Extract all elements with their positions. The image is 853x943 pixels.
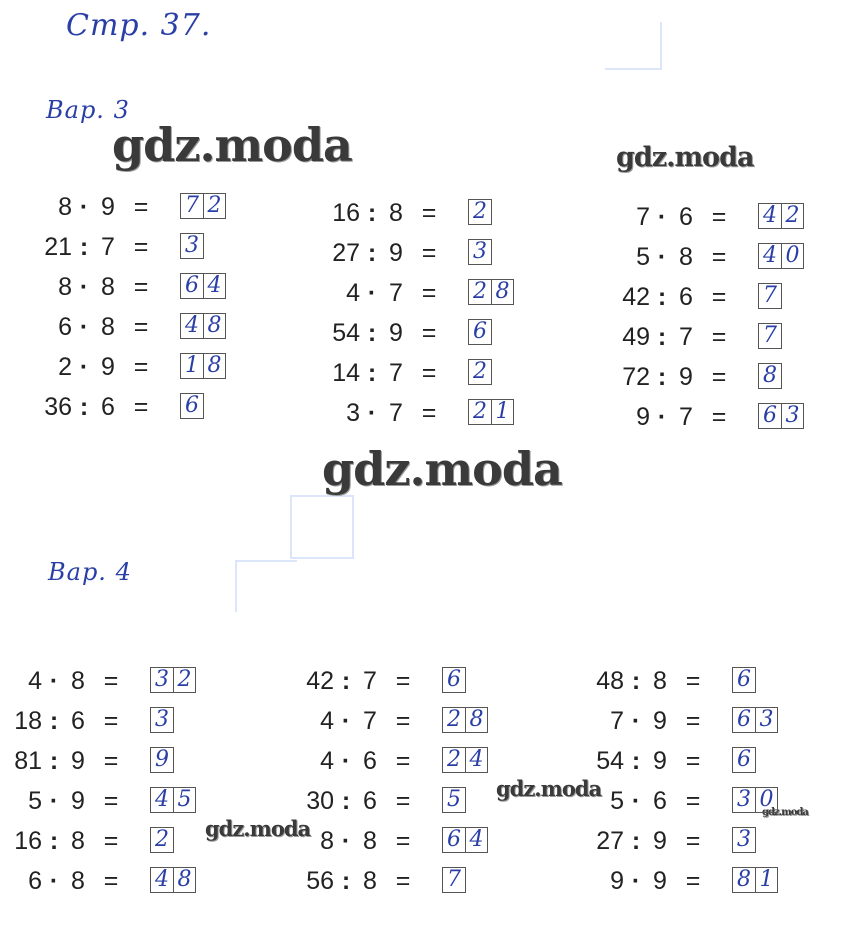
- variant-4-heading: Вар. 4: [48, 558, 132, 586]
- operand-a: 16: [332, 199, 360, 227]
- answer-box: [150, 707, 174, 733]
- answer-box: [150, 787, 196, 813]
- equals-sign: =: [685, 707, 701, 735]
- operator: :: [367, 239, 377, 267]
- answer-digit: 4: [155, 867, 169, 892]
- answer-digit: 6: [737, 667, 751, 692]
- answer-digit: 3: [755, 708, 777, 732]
- operator: ·: [341, 707, 351, 735]
- answer-box: [180, 393, 204, 419]
- answer-digit: 4: [763, 243, 777, 268]
- equals-sign: =: [685, 667, 701, 695]
- answer-digit: 7: [763, 283, 777, 308]
- answer-digit: 3: [781, 404, 803, 428]
- operand-b: 8: [101, 313, 115, 341]
- watermark: gdz.moda: [762, 807, 808, 818]
- operand-b: 8: [101, 273, 115, 301]
- operand-a: 14: [332, 359, 360, 387]
- answer-box: [442, 707, 488, 733]
- operand-a: 42: [622, 283, 650, 311]
- answer-box: [758, 403, 804, 429]
- operand-b: 6: [363, 787, 377, 815]
- equals-sign: =: [421, 359, 437, 387]
- operator: ·: [657, 403, 667, 431]
- operator: :: [49, 707, 59, 735]
- answer-digit: 4: [465, 748, 487, 772]
- operand-a: 81: [14, 747, 42, 775]
- answer-digit: 4: [185, 313, 199, 338]
- answer-box: [468, 399, 514, 425]
- operator: :: [631, 747, 641, 775]
- answer-digit: 8: [203, 354, 225, 378]
- operand-b: 9: [71, 747, 85, 775]
- answer-box: [442, 867, 466, 893]
- answer-digit: 2: [173, 668, 195, 692]
- equals-sign: =: [103, 827, 119, 855]
- answer-digit: 6: [447, 667, 461, 692]
- operand-b: 8: [363, 827, 377, 855]
- operator: ·: [367, 279, 377, 307]
- answer-digit: 3: [737, 787, 751, 812]
- operand-b: 8: [389, 199, 403, 227]
- operand-a: 4: [28, 667, 42, 695]
- operand-a: 27: [596, 827, 624, 855]
- operand-a: 8: [58, 273, 72, 301]
- equals-sign: =: [711, 323, 727, 351]
- equals-sign: =: [711, 363, 727, 391]
- answer-box: [442, 787, 466, 813]
- operator: ·: [657, 203, 667, 231]
- answer-digit: 1: [755, 868, 777, 892]
- operand-b: 9: [653, 867, 667, 895]
- answer-digit: 7: [763, 323, 777, 348]
- operand-a: 27: [332, 239, 360, 267]
- operand-b: 9: [101, 353, 115, 381]
- background-grid-fragment: [290, 495, 354, 559]
- operand-b: 9: [653, 707, 667, 735]
- operand-a: 9: [636, 403, 650, 431]
- equals-sign: =: [395, 667, 411, 695]
- operator: :: [657, 363, 667, 391]
- equals-sign: =: [685, 747, 701, 775]
- operator: :: [341, 867, 351, 895]
- operand-a: 4: [320, 707, 334, 735]
- operand-b: 7: [389, 359, 403, 387]
- answer-box: [758, 203, 804, 229]
- answer-digit: 6: [447, 827, 461, 852]
- operator: ·: [49, 787, 59, 815]
- background-grid-fragment: [605, 22, 662, 70]
- equals-sign: =: [395, 787, 411, 815]
- answer-digit: 0: [755, 788, 777, 812]
- equals-sign: =: [103, 667, 119, 695]
- equals-sign: =: [103, 707, 119, 735]
- answer-digit: 3: [155, 667, 169, 692]
- answer-box: [442, 827, 488, 853]
- equals-sign: =: [395, 827, 411, 855]
- operator: :: [657, 323, 667, 351]
- answer-digit: 3: [473, 239, 487, 264]
- operand-b: 6: [653, 787, 667, 815]
- operator: :: [49, 827, 59, 855]
- answer-digit: 4: [203, 274, 225, 298]
- operator: :: [341, 667, 351, 695]
- operand-b: 7: [679, 403, 693, 431]
- answer-digit: 4: [465, 828, 487, 852]
- operand-b: 9: [389, 239, 403, 267]
- answer-digit: 1: [185, 353, 199, 378]
- answer-box: [150, 747, 174, 773]
- equals-sign: =: [711, 403, 727, 431]
- equals-sign: =: [103, 787, 119, 815]
- answer-box: [442, 747, 488, 773]
- operand-a: 48: [596, 667, 624, 695]
- operand-b: 9: [101, 193, 115, 221]
- answer-box: [732, 747, 756, 773]
- answer-box: [442, 667, 466, 693]
- operand-a: 6: [28, 867, 42, 895]
- answer-digit: 8: [491, 280, 513, 304]
- watermark: gdz.moda: [322, 442, 562, 496]
- watermark: gdz.moda: [205, 816, 311, 841]
- equals-sign: =: [711, 243, 727, 271]
- operand-a: 3: [346, 399, 360, 427]
- operator: :: [49, 747, 59, 775]
- answer-digit: 0: [781, 244, 803, 268]
- operator: ·: [631, 707, 641, 735]
- answer-digit: 3: [185, 233, 199, 258]
- answer-digit: 6: [737, 707, 751, 732]
- page-heading: Стр. 37.: [66, 8, 212, 43]
- answer-digit: 8: [737, 867, 751, 892]
- operator: ·: [79, 273, 89, 301]
- operand-b: 6: [71, 707, 85, 735]
- operator: ·: [631, 787, 641, 815]
- operand-b: 8: [653, 667, 667, 695]
- operand-a: 5: [610, 787, 624, 815]
- answer-box: [468, 319, 492, 345]
- operand-b: 8: [71, 867, 85, 895]
- answer-box: [468, 199, 492, 225]
- operand-b: 7: [389, 399, 403, 427]
- operator: :: [631, 667, 641, 695]
- answer-box: [468, 279, 514, 305]
- operand-a: 7: [610, 707, 624, 735]
- background-grid-fragment: [235, 560, 297, 612]
- answer-digit: 7: [185, 193, 199, 218]
- answer-digit: 2: [473, 279, 487, 304]
- answer-box: [180, 273, 226, 299]
- watermark: gdz.moda: [496, 776, 602, 801]
- answer-box: [150, 867, 196, 893]
- operand-b: 7: [389, 279, 403, 307]
- answer-digit: 2: [447, 747, 461, 772]
- equals-sign: =: [103, 867, 119, 895]
- equals-sign: =: [421, 399, 437, 427]
- operand-a: 56: [306, 867, 334, 895]
- equals-sign: =: [395, 867, 411, 895]
- operand-a: 54: [332, 319, 360, 347]
- answer-digit: 3: [155, 707, 169, 732]
- answer-box: [468, 359, 492, 385]
- operand-b: 8: [71, 827, 85, 855]
- operand-a: 9: [610, 867, 624, 895]
- answer-box: [150, 667, 196, 693]
- answer-digit: 6: [185, 273, 199, 298]
- answer-digit: 1: [491, 400, 513, 424]
- equals-sign: =: [421, 319, 437, 347]
- answer-digit: 4: [155, 787, 169, 812]
- answer-digit: 3: [737, 827, 751, 852]
- answer-digit: 8: [465, 708, 487, 732]
- equals-sign: =: [133, 353, 149, 381]
- answer-digit: 7: [447, 867, 461, 892]
- operator: ·: [341, 747, 351, 775]
- operand-a: 49: [622, 323, 650, 351]
- operand-a: 42: [306, 667, 334, 695]
- answer-digit: 6: [185, 393, 199, 418]
- answer-box: [732, 867, 778, 893]
- operand-a: 36: [44, 393, 72, 421]
- answer-digit: 2: [473, 199, 487, 224]
- operator: ·: [367, 399, 377, 427]
- equals-sign: =: [133, 273, 149, 301]
- equals-sign: =: [395, 747, 411, 775]
- operand-b: 9: [653, 747, 667, 775]
- operand-b: 6: [363, 747, 377, 775]
- operand-a: 8: [320, 827, 334, 855]
- answer-box: [758, 323, 782, 349]
- answer-digit: 8: [763, 363, 777, 388]
- equals-sign: =: [421, 279, 437, 307]
- operator: :: [79, 393, 89, 421]
- operator: ·: [631, 867, 641, 895]
- answer-digit: 8: [173, 868, 195, 892]
- answer-digit: 8: [203, 314, 225, 338]
- answer-box: [180, 353, 226, 379]
- answer-digit: 2: [447, 707, 461, 732]
- operator: :: [367, 199, 377, 227]
- variant-3-heading: Вар. 3: [46, 96, 130, 124]
- answer-box: [732, 667, 756, 693]
- operand-b: 8: [71, 667, 85, 695]
- operator: :: [367, 359, 377, 387]
- operand-a: 5: [28, 787, 42, 815]
- operator: ·: [657, 243, 667, 271]
- operand-b: 9: [653, 827, 667, 855]
- answer-box: [180, 313, 226, 339]
- operand-a: 4: [346, 279, 360, 307]
- answer-box: [758, 363, 782, 389]
- answer-box: [732, 787, 778, 813]
- equals-sign: =: [711, 283, 727, 311]
- operand-b: 6: [101, 393, 115, 421]
- watermark: gdz.moda: [112, 118, 352, 172]
- equals-sign: =: [685, 867, 701, 895]
- equals-sign: =: [685, 827, 701, 855]
- answer-box: [468, 239, 492, 265]
- answer-digit: 6: [763, 403, 777, 428]
- equals-sign: =: [685, 787, 701, 815]
- answer-digit: 9: [155, 747, 169, 772]
- operator: ·: [79, 193, 89, 221]
- operand-b: 9: [71, 787, 85, 815]
- operand-a: 4: [320, 747, 334, 775]
- operand-b: 7: [679, 323, 693, 351]
- operand-a: 5: [636, 243, 650, 271]
- operand-b: 7: [363, 667, 377, 695]
- operator: ·: [79, 353, 89, 381]
- equals-sign: =: [133, 233, 149, 261]
- answer-box: [732, 707, 778, 733]
- operator: ·: [49, 667, 59, 695]
- answer-digit: 2: [155, 827, 169, 852]
- operator: :: [631, 827, 641, 855]
- watermark: gdz.moda: [616, 142, 754, 173]
- operator: ·: [341, 827, 351, 855]
- equals-sign: =: [421, 239, 437, 267]
- equals-sign: =: [395, 707, 411, 735]
- operand-a: 21: [44, 233, 72, 261]
- operator: ·: [49, 867, 59, 895]
- operand-a: 16: [14, 827, 42, 855]
- operand-b: 9: [389, 319, 403, 347]
- answer-box: [758, 243, 804, 269]
- answer-box: [758, 283, 782, 309]
- answer-digit: 2: [203, 194, 225, 218]
- answer-box: [180, 233, 204, 259]
- operand-a: 18: [14, 707, 42, 735]
- operand-b: 6: [679, 203, 693, 231]
- operator: :: [341, 787, 351, 815]
- operand-b: 9: [679, 363, 693, 391]
- operand-b: 6: [679, 283, 693, 311]
- operand-a: 8: [58, 193, 72, 221]
- operand-b: 8: [363, 867, 377, 895]
- operand-b: 7: [101, 233, 115, 261]
- operator: :: [367, 319, 377, 347]
- operand-b: 8: [679, 243, 693, 271]
- operand-a: 6: [58, 313, 72, 341]
- operator: :: [79, 233, 89, 261]
- answer-digit: 6: [473, 319, 487, 344]
- equals-sign: =: [133, 313, 149, 341]
- operand-a: 30: [306, 787, 334, 815]
- answer-digit: 4: [763, 203, 777, 228]
- equals-sign: =: [103, 747, 119, 775]
- answer-digit: 2: [473, 399, 487, 424]
- equals-sign: =: [711, 203, 727, 231]
- answer-digit: 5: [447, 787, 461, 812]
- operand-a: 7: [636, 203, 650, 231]
- answer-digit: 5: [173, 788, 195, 812]
- operator: :: [657, 283, 667, 311]
- equals-sign: =: [133, 193, 149, 221]
- answer-digit: 2: [473, 359, 487, 384]
- answer-box: [732, 827, 756, 853]
- operand-a: 54: [596, 747, 624, 775]
- answer-digit: 2: [781, 204, 803, 228]
- operator: ·: [79, 313, 89, 341]
- operand-a: 2: [58, 353, 72, 381]
- answer-box: [150, 827, 174, 853]
- answer-digit: 6: [737, 747, 751, 772]
- operand-b: 7: [363, 707, 377, 735]
- operand-a: 72: [622, 363, 650, 391]
- equals-sign: =: [421, 199, 437, 227]
- equals-sign: =: [133, 393, 149, 421]
- answer-box: [180, 193, 226, 219]
